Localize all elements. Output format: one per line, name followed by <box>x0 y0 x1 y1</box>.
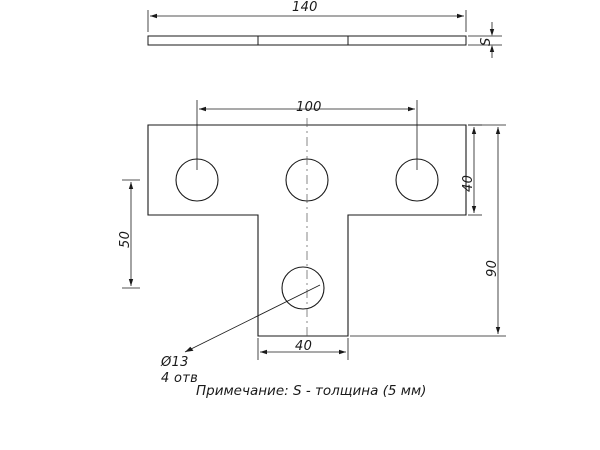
drawing-note: Примечание: S - толщина (5 мм) <box>196 383 427 399</box>
dim-label-total-height: 90 <box>485 259 500 277</box>
hole-diameter-label: Ø13 <box>161 355 189 370</box>
dim-label-stem-width: 40 <box>295 339 313 354</box>
dim-label-flange-height: 40 <box>461 174 476 192</box>
dim-label-front-width: 100 <box>296 100 322 115</box>
top-view-plate <box>148 36 466 45</box>
dim-label-thickness: S <box>479 37 494 46</box>
dim-label-top-length: 140 <box>292 0 318 15</box>
hole-count-label: 4 отв <box>161 371 199 386</box>
dim-label-left-height: 50 <box>118 230 133 248</box>
dim-flange-height <box>468 125 482 215</box>
